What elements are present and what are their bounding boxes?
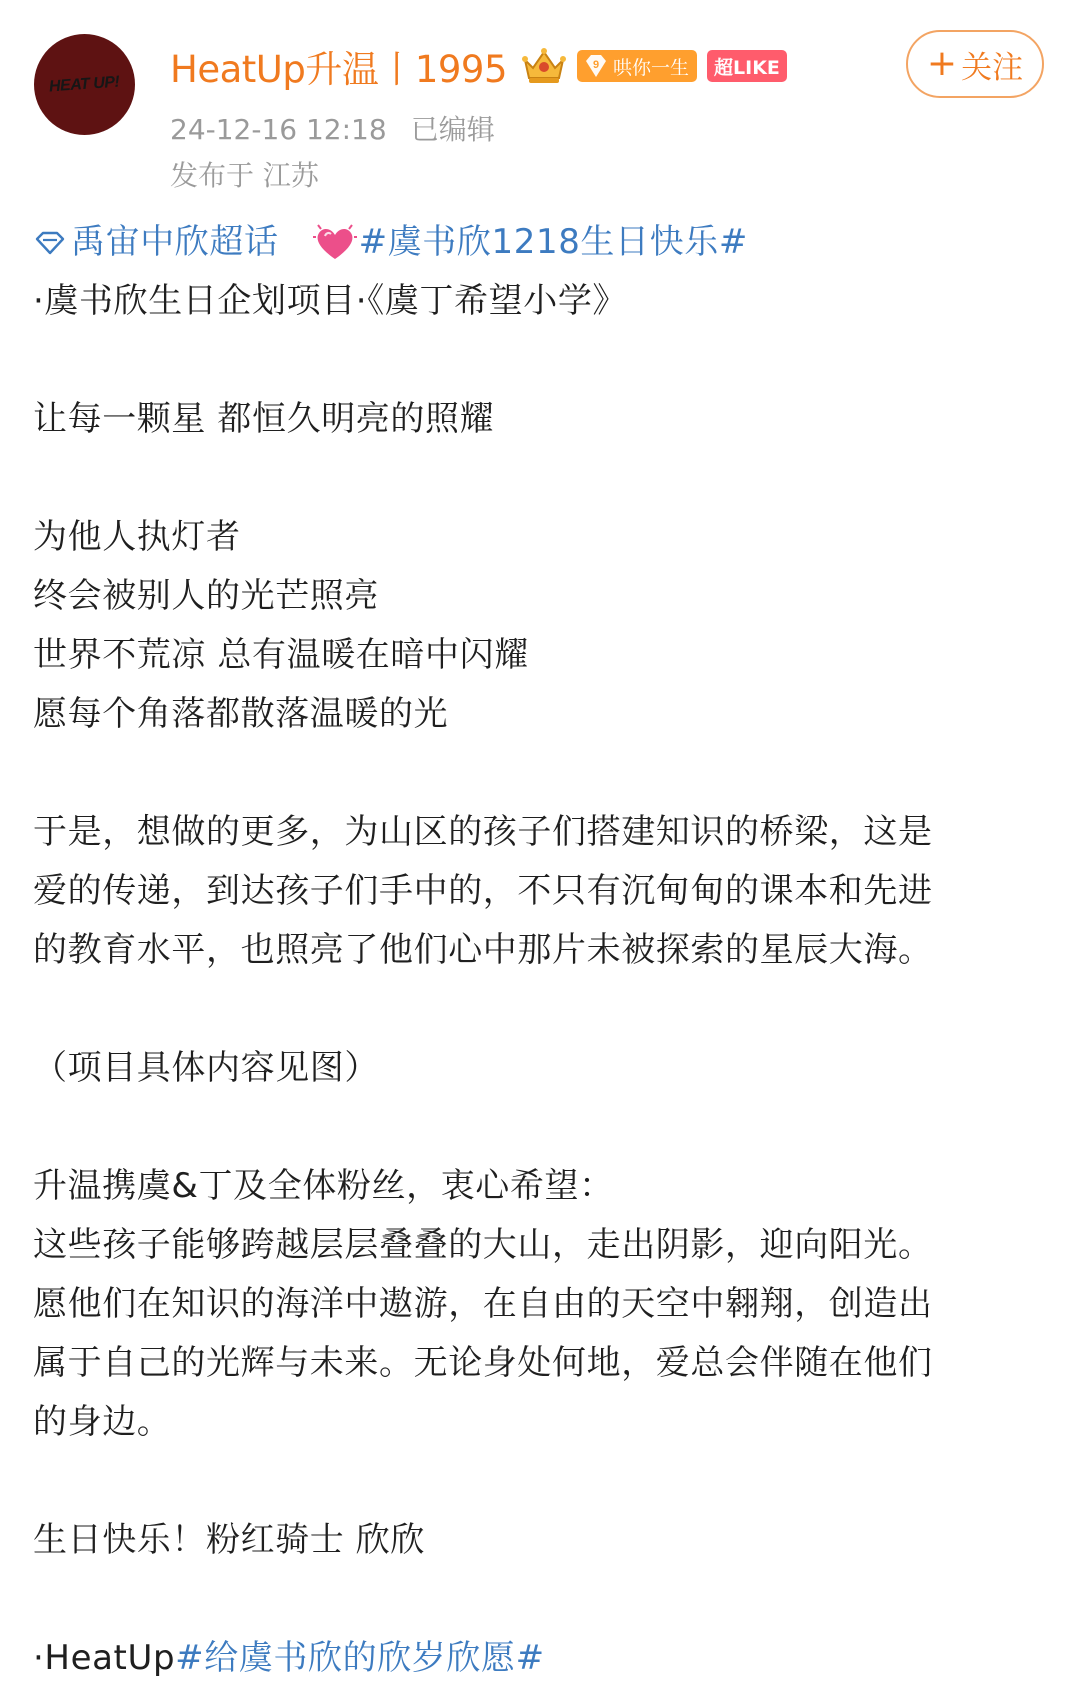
topic-row (33, 213, 1053, 272)
blank-line (33, 1098, 1053, 1157)
text-line: 愿每个角落都散落温暖的光 (33, 694, 449, 734)
avatar[interactable] (34, 34, 135, 135)
text-line: 爱的传递，到达孩子们手中的，不只有沉甸甸的课本和先进 (33, 871, 933, 911)
blank-line (33, 1452, 1053, 1511)
fan-badge[interactable] (577, 50, 697, 82)
text-line: （项目具体内容见图） (33, 1048, 379, 1088)
post-meta-time (170, 108, 495, 148)
avatar-logo-text: HEAT UP! (48, 73, 121, 96)
signature-line (33, 1629, 1053, 1688)
wish-topic-link[interactable]: #给虞书欣的欣岁欣愿# (175, 1638, 545, 1678)
fan-badge-level: 9 (592, 59, 600, 71)
post-location: 发布于 江苏 (170, 159, 319, 192)
birthday-topic-link[interactable]: #虞书欣1218生日快乐# (358, 222, 748, 262)
username[interactable]: HeatUp升温丨1995 (170, 48, 507, 91)
signature-prefix: ·HeatUp (33, 1638, 176, 1678)
text-line: 于是，想做的更多，为山区的孩子们搭建知识的桥梁，这是 (33, 812, 933, 852)
text-line: 为他人执灯者 (33, 517, 241, 557)
plus-icon: + (926, 43, 958, 84)
text-line: 世界不荒凉 总有温暖在暗中闪耀 (33, 635, 529, 675)
post-time: 24-12-16 12:18 (170, 113, 387, 146)
text-line: 升温携虞&丁及全体粉丝，衷心希望： (33, 1166, 614, 1206)
follow-button[interactable] (906, 30, 1044, 98)
blank-line (33, 449, 1053, 508)
edited-label[interactable]: 已编辑 (410, 113, 495, 146)
text-line: 这些孩子能够跨越层层叠叠的大山，走出阴影，迎向阳光。 (33, 1225, 933, 1265)
text-line: 的教育水平，也照亮了他们心中那片未被探索的星辰大海。 (33, 930, 933, 970)
post-body (33, 213, 1053, 1688)
super-topic-link[interactable]: 禹宙中欣超话 (71, 222, 279, 262)
text-line: 生日快乐！粉红骑士 欣欣 (33, 1520, 426, 1560)
blank-line (33, 1570, 1053, 1629)
text-line: 终会被别人的光芒照亮 (33, 576, 379, 616)
text-line: 属于自己的光辉与未来。无论身处何地，爱总会伴随在他们 (33, 1343, 933, 1383)
text-line: 愿他们在知识的海洋中遨游，在自由的天空中翱翔，创造出 (33, 1284, 933, 1324)
text-line: 的身边。 (33, 1402, 172, 1442)
crown-badge-icon[interactable] (521, 46, 567, 86)
heart-icon (313, 223, 357, 263)
follow-button-label: 关注 (961, 49, 1024, 86)
project-title-line: ·虞书欣生日企划项目·《虞丁希望小学》 (33, 281, 628, 321)
blank-line (33, 744, 1053, 803)
blank-line (33, 331, 1053, 390)
super-topic-icon (33, 228, 67, 258)
text-line: 让每一颗星 都恒久明亮的照耀 (33, 399, 495, 439)
fan-badge-label: 哄你一生 (613, 56, 690, 79)
diamond-level-icon (581, 51, 611, 81)
super-like-badge[interactable]: 超LIKE (707, 50, 787, 82)
author-row (170, 40, 787, 92)
blank-line (33, 980, 1053, 1039)
